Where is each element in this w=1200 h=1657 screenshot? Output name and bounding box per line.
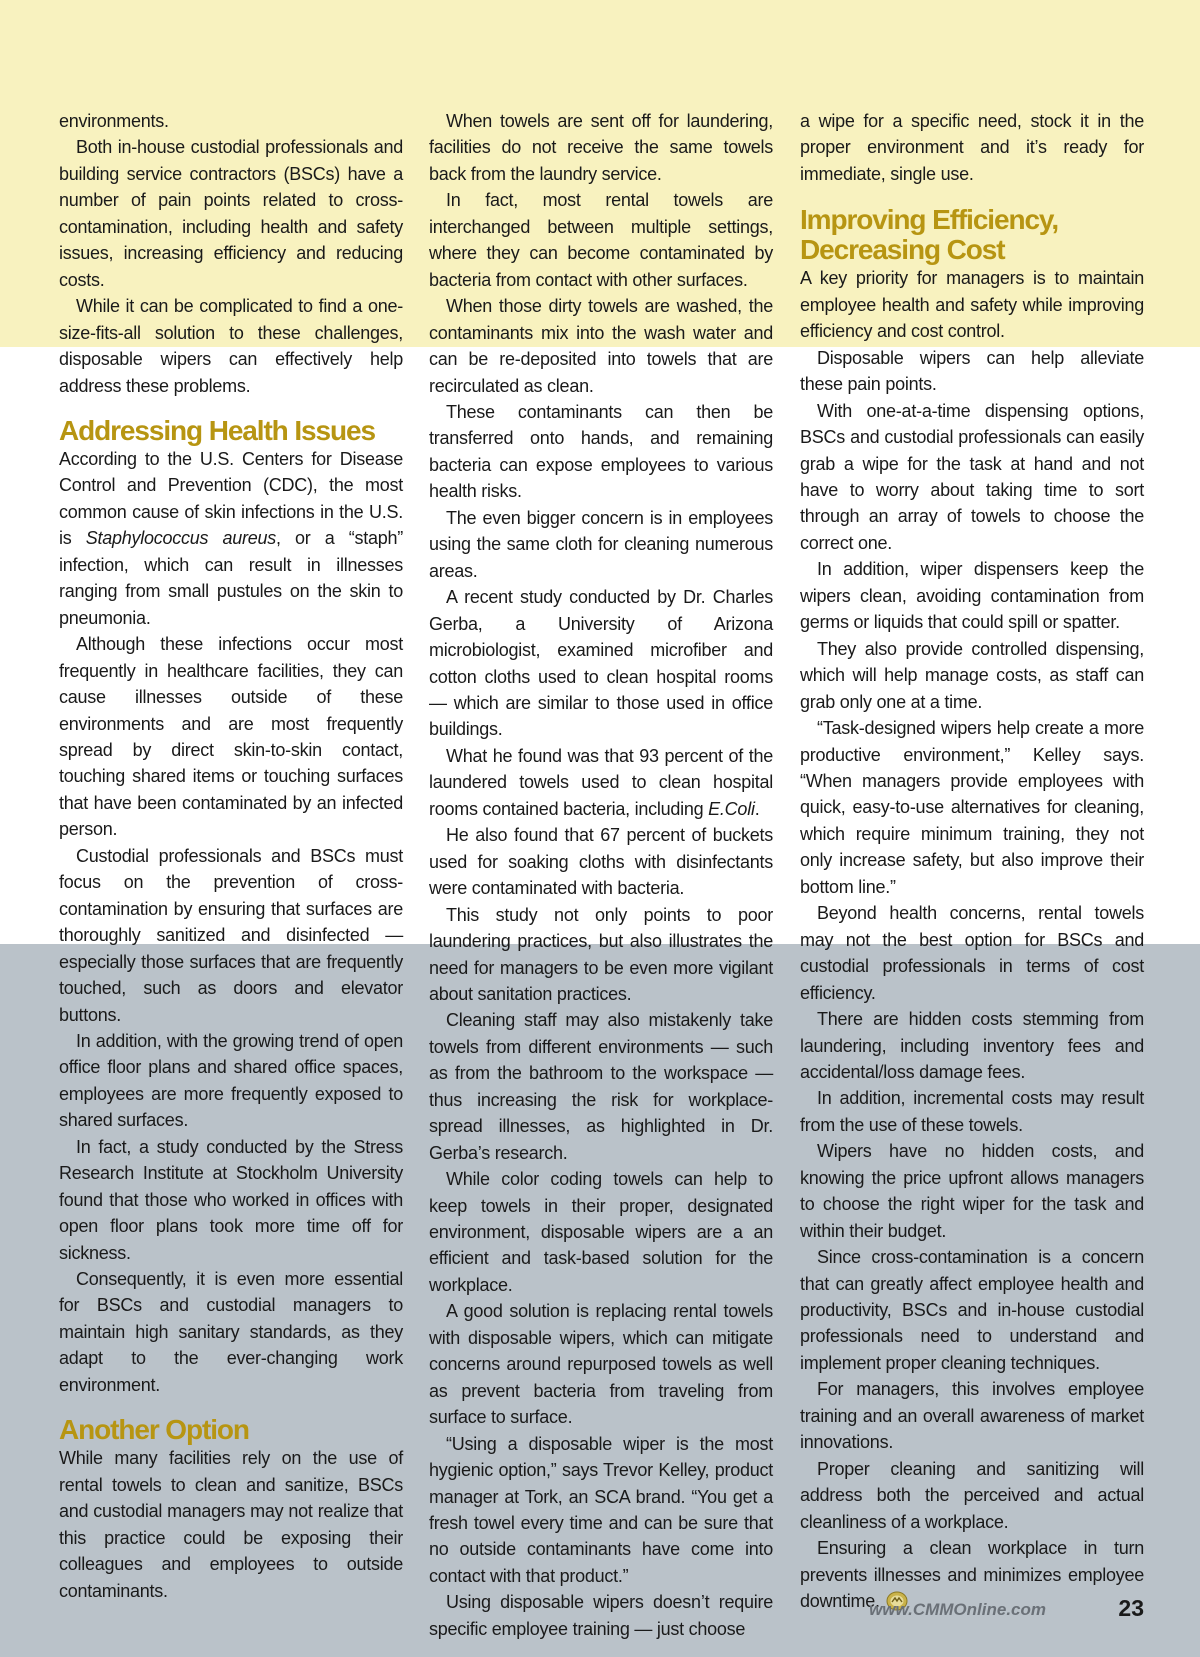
paragraph: A key priority for managers is to maintain employee health and safety while improving efficiency and cost control. bbox=[800, 268, 1144, 342]
article-column-3 bbox=[800, 108, 1144, 1614]
paragraph: He also found that 67 percent of buckets used for soaking cloths with disinfectants were contaminated with bacteria. bbox=[429, 825, 773, 899]
paragraph: In fact, a study conducted by the Stress Research Institute at Stockholm University found that those who worked in offices with open floor plans took more time off for sickness. bbox=[59, 1136, 403, 1263]
paragraph: Beyond health concerns, rental towels may not the best option for BSCs and custodial professionals in terms of cost efficiency. bbox=[800, 903, 1144, 1003]
italic-term: E.Coli bbox=[708, 798, 755, 819]
article-column-1 bbox=[59, 108, 403, 1604]
paragraph: When towels are sent off for laundering, facilities do not receive the same towels back from the laundry service. bbox=[429, 111, 773, 184]
paragraph: Both in-house custodial professionals and building service contractors (BSCs) have a number of pain points related to cross-contamination, including health and safety issues, increasing efficiency and reducing costs. bbox=[59, 137, 403, 290]
paragraph: While many facilities rely on the use of rental towels to clean and sanitize, BSCs and custodial managers may not realize that this practice could be exposing their colleagues and employees to outside contaminants. bbox=[59, 1448, 403, 1601]
paragraph: Disposable wipers can help alleviate these pain points. bbox=[800, 347, 1144, 395]
paragraph: While it can be complicated to find a one-size-fits-all solution to these challenges, disposable wipers can effectively help address these problems. bbox=[59, 296, 403, 396]
text-run: What he found was that 93 percent of the laundered towels used to clean hospital rooms contained bacteria, including bbox=[429, 745, 773, 819]
paragraph: These contaminants can then be transferred onto hands, and remaining bacteria can expose employees to various health risks. bbox=[429, 401, 773, 502]
page-number: 23 bbox=[1118, 1595, 1144, 1621]
heading-line: Improving Efficiency, bbox=[800, 204, 1058, 236]
text-run: , or a “staph” infection, which can result in illnesses ranging from small pustules on the skin to pneumonia. bbox=[59, 528, 403, 628]
paragraph: Wipers have no hidden costs, and knowing the price upfront allows managers to choose the right wiper for the task and within their budget. bbox=[800, 1141, 1144, 1241]
heading-line: Decreasing Cost bbox=[800, 234, 1005, 266]
paragraph: With one-at-a-time dispensing options, BSCs and custodial professionals can easily grab a wipe for the task at hand and not have to worry about taking time to sort through an array of towels to choose the correct one. bbox=[800, 400, 1144, 553]
paragraph: “Using a disposable wiper is the most hygienic option,” says Trevor Kelley, product manager at Tork, an SCA brand. “You get a fresh towel every time and can be sure that no outside contaminants have come into contact with that product.” bbox=[429, 1433, 773, 1586]
paragraph: While color coding towels can help to keep towels in their proper, designated environment, disposable wipers are a an efficient and task-based solution for the workplace. bbox=[429, 1169, 773, 1295]
paragraph: In addition, wiper dispensers keep the wipers clean, avoiding contamination from germs or liquids that could spill or spatter. bbox=[800, 559, 1144, 633]
paragraph: For managers, this involves employee training and an overall awareness of market innovations. bbox=[800, 1379, 1144, 1453]
paragraph: They also provide controlled dispensing, which will help manage costs, as staff can grab only one at a time. bbox=[800, 638, 1144, 712]
paragraph: In addition, incremental costs may result from the use of these towels. bbox=[800, 1088, 1144, 1135]
paragraph: environments. bbox=[59, 111, 169, 131]
paragraph: Consequently, it is even more essential for BSCs and custodial managers to maintain high sanitary standards, as they adapt to the ever-changing work environment. bbox=[59, 1269, 403, 1395]
text-run: Ensuring a clean workplace in turn prevents illnesses and minimizes employee downtime. bbox=[800, 1538, 1144, 1612]
paragraph: This study not only points to poor laundering practices, but also illustrates the need for managers to be even more vigilant about sanitation practices. bbox=[429, 904, 773, 1004]
italic-term: Staphylococcus aureus bbox=[85, 528, 277, 549]
paragraph bbox=[59, 446, 403, 631]
footer-website: www.CMMOnline.com bbox=[869, 1600, 1046, 1619]
paragraph: a wipe for a specific need, stock it in the proper environment and it’s ready for immediate, single use. bbox=[800, 111, 1144, 184]
paragraph: Custodial professionals and BSCs must focus on the prevention of cross-contamination by ensuring that surfaces are thoroughly sanitized and disinfected — especially those surfaces that are frequently touched, such as doors and elevator buttons. bbox=[59, 845, 403, 1025]
paragraph: Since cross-contamination is a concern that can greatly affect employee health and productivity, BSCs and in-house custodial professionals need to understand and implement proper cleaning techniques. bbox=[800, 1247, 1144, 1373]
article-column-2 bbox=[429, 108, 773, 1642]
paragraph: Although these infections occur most frequently in healthcare facilities, they can cause illnesses outside of these environments and are most frequently spread by direct skin-to-skin contact, touching shared items or touching surfaces that have been contaminated by an infected person. bbox=[59, 634, 403, 840]
paragraph: The even bigger concern is in employees using the same cloth for cleaning numerous areas. bbox=[429, 507, 773, 581]
paragraph: “Task-designed wipers help create a more productive environment,” Kelley says. “When managers provide employees with quick, easy-to-use alternatives for cleaning, which require minimum training, they not only increase safety, but also improve their bottom line.” bbox=[800, 718, 1144, 897]
paragraph: Proper cleaning and sanitizing will address both the perceived and actual cleanliness of a workplace. bbox=[800, 1458, 1144, 1532]
paragraph: In addition, with the growing trend of open office floor plans and shared office spaces, employees are more frequently exposed to shared surfaces. bbox=[59, 1030, 403, 1131]
text-run: . bbox=[754, 798, 760, 819]
paragraph: A recent study conducted by Dr. Charles Gerba, a University of Arizona microbiologist, examined microfiber and cotton cloths used to clean hospital rooms — which are similar to those used in office buildings. bbox=[429, 587, 773, 740]
paragraph: In fact, most rental towels are interchanged between multiple settings, where they can become contaminated by bacteria from contact with other surfaces. bbox=[429, 190, 773, 290]
paragraph: There are hidden costs stemming from laundering, including inventory fees and accidental/loss damage fees. bbox=[800, 1009, 1144, 1082]
paragraph bbox=[429, 743, 773, 822]
paragraph: Cleaning staff may also mistakenly take towels from different environments — such as from the bathroom to the workspace — thus increasing the risk for workplace-spread illnesses, as highlighted in Dr. Gerba’s research. bbox=[429, 1010, 773, 1163]
text-run: According to the U.S. Centers for Disease Control and Prevention (CDC), the most common cause of skin infections in the U.S. is bbox=[59, 448, 403, 549]
paragraph: Using disposable wipers doesn’t require specific employee training — just choose bbox=[429, 1592, 773, 1639]
section-heading-health: Addressing Health Issues bbox=[59, 414, 375, 446]
section-heading-another-option: Another Option bbox=[59, 1414, 249, 1446]
section-heading-efficiency bbox=[800, 205, 1144, 265]
paragraph: A good solution is replacing rental towels with disposable wipers, which can mitigate concerns around repurposed towels as well as prevent bacteria from traveling from surface to surface. bbox=[429, 1301, 773, 1428]
paragraph: When those dirty towels are washed, the contaminants mix into the wash water and can be re-deposited into towels that are recirculated as clean. bbox=[429, 296, 773, 396]
